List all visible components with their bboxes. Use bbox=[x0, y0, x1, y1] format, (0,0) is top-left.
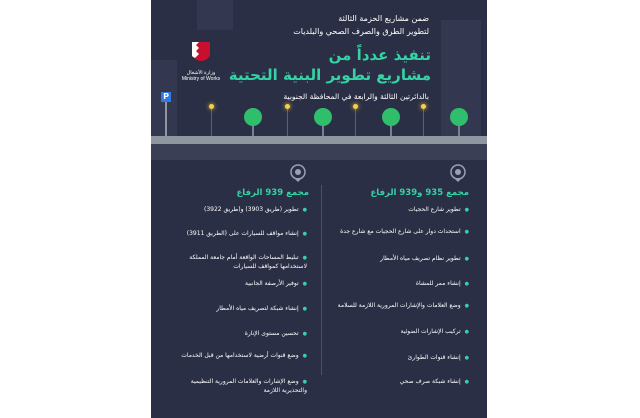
list-item: ● تركيب الإشارات الضوئية bbox=[329, 328, 469, 337]
street-lamp bbox=[423, 108, 424, 136]
location-pin-icon bbox=[289, 164, 307, 182]
column-divider bbox=[321, 185, 322, 375]
parking-sign-icon: P bbox=[161, 92, 171, 102]
sidewalk bbox=[151, 136, 487, 144]
list-item: ● إنشاء شبكة لتصريف مياه الأمطار bbox=[177, 305, 307, 314]
ministry-emblem-icon bbox=[190, 40, 212, 66]
logo-caption-arabic: وزارة الأشغال bbox=[186, 70, 216, 76]
list-item: ● تطوير شارع الحجيات bbox=[329, 206, 469, 215]
road bbox=[151, 144, 487, 160]
lamp-light-icon bbox=[285, 104, 290, 109]
lamp-light-icon bbox=[353, 104, 358, 109]
list-item: ● تطوير (طريق 3903) و(طريق 3922) bbox=[177, 206, 307, 215]
ministry-logo bbox=[181, 40, 221, 82]
list-item: ● توفير الأرصفة الجانبية bbox=[177, 280, 307, 289]
list-item: ● تبليط المساحات الواقعة أمام جامعة المملكة لاستخدامها كمواقف للسيارات bbox=[177, 254, 307, 271]
list-item: ● إنشاء ممر للمشاة bbox=[329, 280, 469, 289]
building-silhouette bbox=[197, 0, 233, 30]
title-line-2: مشاريع تطوير البنية التحتية bbox=[228, 66, 431, 84]
tree-icon bbox=[381, 106, 401, 136]
list-item: ● تطوير نظام تصريف مياه الأمطار bbox=[329, 255, 469, 264]
sign-pole bbox=[165, 102, 167, 136]
list-item: ● استحداث دوار على شارع الحجيات مع شارع جدة bbox=[329, 228, 469, 237]
intro-line-1: ضمن مشاريع الحزمة الثالثة bbox=[338, 14, 429, 23]
lamp-light-icon bbox=[209, 104, 214, 109]
infographic-poster bbox=[151, 0, 487, 418]
location-pin-icon bbox=[449, 164, 467, 182]
intro-line-2: لتطوير الطرق والصرف الصحي والبلديات bbox=[293, 27, 429, 36]
tree-icon bbox=[449, 106, 469, 136]
tree-icon bbox=[313, 106, 333, 136]
lamp-light-icon bbox=[421, 104, 426, 109]
title-line-1: تنفيذ عدداً من bbox=[328, 46, 431, 64]
left-column-title: مجمع 939 الرفاع bbox=[236, 188, 309, 198]
tree-icon bbox=[243, 106, 263, 136]
list-item: ● إنشاء شبكة صرف صحي bbox=[329, 378, 469, 387]
list-item: ● وضع الإشارات والعلامات المرورية التنظيمية والتحذيرية اللازمة bbox=[177, 378, 307, 395]
logo-caption-english: Ministry of Works bbox=[181, 76, 221, 82]
street-lamp bbox=[355, 108, 356, 136]
street-lamp bbox=[287, 108, 288, 136]
list-item: ● تحسين مستوى الإنارة bbox=[177, 330, 307, 339]
list-item: ● إنشاء قنوات الطوارئ bbox=[329, 354, 469, 363]
subtitle: بالدائرتين الثالثة والرابعة في المحافظة الجنوبية bbox=[283, 92, 429, 101]
street-lamp bbox=[211, 108, 212, 136]
right-column-title: مجمع 935 و939 الرفاع bbox=[370, 188, 469, 198]
list-item: ● وضع قنوات أرضية لاستخدامها من قبل الخدمات bbox=[177, 352, 307, 361]
list-item: ● وضع العلامات والإشارات المرورية اللازمة للسلامة bbox=[329, 302, 469, 311]
list-item: ● إنشاء مواقف للسيارات على (الطريق 3911) bbox=[177, 230, 307, 239]
